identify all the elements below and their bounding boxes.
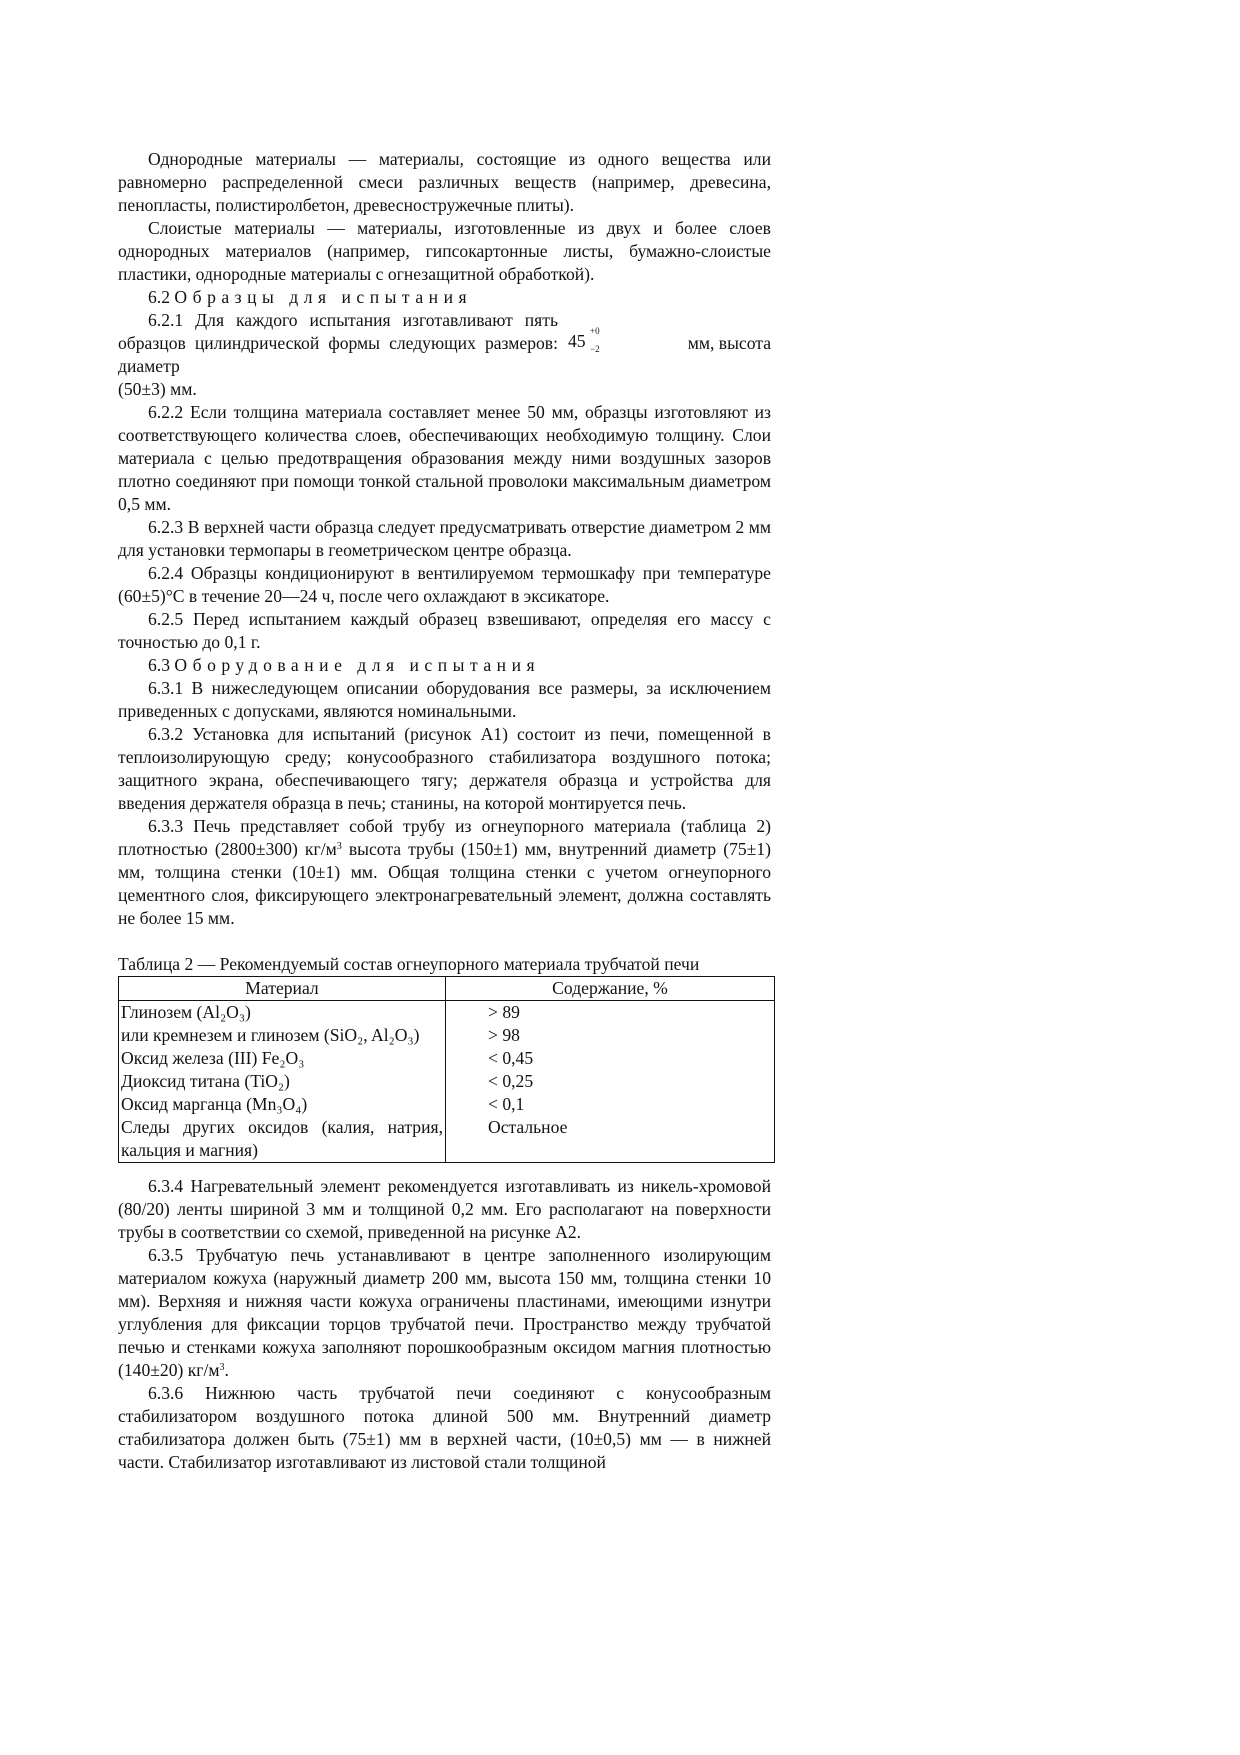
table-row xyxy=(119,1001,775,1025)
section-number: 6.3 xyxy=(148,655,170,675)
table-row xyxy=(119,1047,775,1070)
cell-material: Следы других оксидов (калия, натрия, кальция и магния) xyxy=(119,1116,446,1163)
paragraph-6-2-2: 6.2.2 Если толщина материала составляет менее 50 мм, образцы изготовляют из соответствующего количества слоев, обеспечивающих необходимую толщину. Слои материала с целью предотвращения образования между ними воздушных зазоров плотно соединяют при помощи тонкой стальной проволоки максимальным диаметром 0,5 мм. xyxy=(118,402,771,514)
paragraph-6-2-3: 6.2.3 В верхней части образца следует предусматривать отверстие диаметром 2 мм для установки термопары в геометрическом центре образца. xyxy=(118,517,771,560)
cell-content: > 89 xyxy=(446,1001,775,1025)
section-title: Образцы для испытания xyxy=(174,287,473,307)
diameter-value: 45 xyxy=(568,331,586,351)
cell-content: < 0,25 xyxy=(446,1070,775,1093)
paragraph-homogeneous-materials: Однородные материалы — материалы, состоящие из одного вещества или равномерно распределенной смеси различных веществ (например, древесина, пенопласты, полистиролбетон, древесностружечные плиты). xyxy=(118,149,771,215)
section-title: Оборудование для испытания xyxy=(174,655,541,675)
cell-content: Остальное xyxy=(446,1116,775,1163)
table-row xyxy=(119,1024,775,1047)
table-row xyxy=(119,1070,775,1093)
table-caption: Таблица 2 — Рекомендуемый состав огнеупорного материала трубчатой печи xyxy=(118,954,700,974)
table-header-row xyxy=(119,977,775,1001)
paragraph-6-3-5: 6.3.5 Трубчатую печь устанавливают в центре заполненного изолирующим материалом кожуха (наружный диаметр 200 мм, высота 150 мм, толщина стенки 10 мм). Верхняя и нижняя части кожуха ограничены пластинами, имеющими изнутри углубления для фиксации торцов трубчатой печи. Пространство между трубчатой печью и стенками кожуха заполняют порошкообразным оксидом магния плотностью (140±20) $кг/м^3$. xyxy=(118,1245,771,1380)
cell-content: < 0,45 xyxy=(446,1047,775,1070)
paragraph-6-2-1 xyxy=(118,309,771,401)
cell-content: > 98 xyxy=(446,1024,775,1047)
paragraph-6-2-4: 6.2.4 Образцы кондиционируют в вентилируемом термошкафу при температуре (60±5)°С в течение 20—24 ч, после чего охлаждают в эксикаторе. xyxy=(118,563,771,606)
paragraph-6-2-5: 6.2.5 Перед испытанием каждый образец взвешивают, определяя его массу с точностью до 0,1 г. xyxy=(118,609,771,652)
paragraph-6-3-4: 6.3.4 Нагревательный элемент рекомендуется изготавливать из никель-хромовой (80/20) ленты шириной 3 мм и толщиной 0,2 мм. Его располагают на поверхности трубы в соответствии со схемой, приведенной на рисунке А2. xyxy=(118,1176,771,1242)
paragraph-6-2-1-height-label: мм, высота xyxy=(687,333,771,353)
cell-material: Оксид железа (III) Fe₂O₃ xyxy=(119,1047,446,1070)
diameter-lower-tolerance: −2 xyxy=(590,344,600,354)
section-heading-6-2 xyxy=(118,286,771,309)
header-content: Содержание, % xyxy=(446,977,775,1001)
diameter-upper-tolerance: +0 xyxy=(590,326,600,336)
paragraph-6-3-1: 6.3.1 В нижеследующем описании оборудования все размеры, за исключением приведенных с допусками, являются номинальными. xyxy=(118,678,771,721)
section-heading-6-3 xyxy=(118,654,771,677)
section-number: 6.2 xyxy=(148,287,170,307)
paragraph-6-2-1-tail: (50±3) мм. xyxy=(118,379,197,399)
cell-material: Глинозем (Al₂O₃) xyxy=(119,1001,446,1025)
paragraph-6-3-3: 6.3.3 Печь представляет собой трубу из огнеупорного материала (таблица 2) плотностью (2800±300) $кг/м^3$ высота трубы (150±1) мм, внутренний диаметр (75±1) мм, толщина стенки (10±1) мм. Общая толщина стенки с учетом огнеупорного цементного слоя, фиксирующего электронагревательный элемент, должна составлять не более 15 мм. xyxy=(118,816,771,928)
table-row xyxy=(119,1093,775,1116)
paragraph-6-3-2: 6.3.2 Установка для испытаний (рисунок А1) состоит из печи, помещенной в теплоизолирующую среду; конусообразного стабилизатора воздушного потока; защитного экрана, обеспечивающего тягу; держателя образца и устройства для введения держателя образца в печь; станины, на которой монтируется печь. xyxy=(118,724,771,813)
diameter-tolerance xyxy=(558,309,688,355)
table-row xyxy=(119,1116,775,1163)
cell-content: < 0,1 xyxy=(446,1093,775,1116)
paragraph-layered-materials: Слоистые материалы — материалы, изготовленные из двух и более слоев однородных материалов (например, гипсокартонные листы, бумажно-слоистые пластики, однородные материалы с огнезащитной обработкой). xyxy=(118,218,771,284)
paragraph-6-2-1-lead: 6.2.1 Для каждого испытания изготавливают пять образцов цилиндрической формы следующих размеров: диаметр xyxy=(118,310,558,376)
cell-material: или кремнезем и глинозем (SiO₂, Al₂O₃) xyxy=(119,1024,446,1047)
document-page xyxy=(118,148,771,1474)
cell-material: Диоксид титана (TiO₂) xyxy=(119,1070,446,1093)
header-material: Материал xyxy=(119,977,446,1001)
cell-material: Оксид марганца (Mn₃O₄) xyxy=(119,1093,446,1116)
paragraph-6-3-6: 6.3.6 Нижнюю часть трубчатой печи соединяют с конусообразным стабилизатором воздушного потока длиной 500 мм. Внутренний диаметр стабилизатора должен быть (75±1) мм в верхней части, (10±0,5) мм — в нижней части. Стабилизатор изготавливают из листовой стали толщиной xyxy=(118,1383,771,1472)
composition-table xyxy=(118,976,775,1163)
